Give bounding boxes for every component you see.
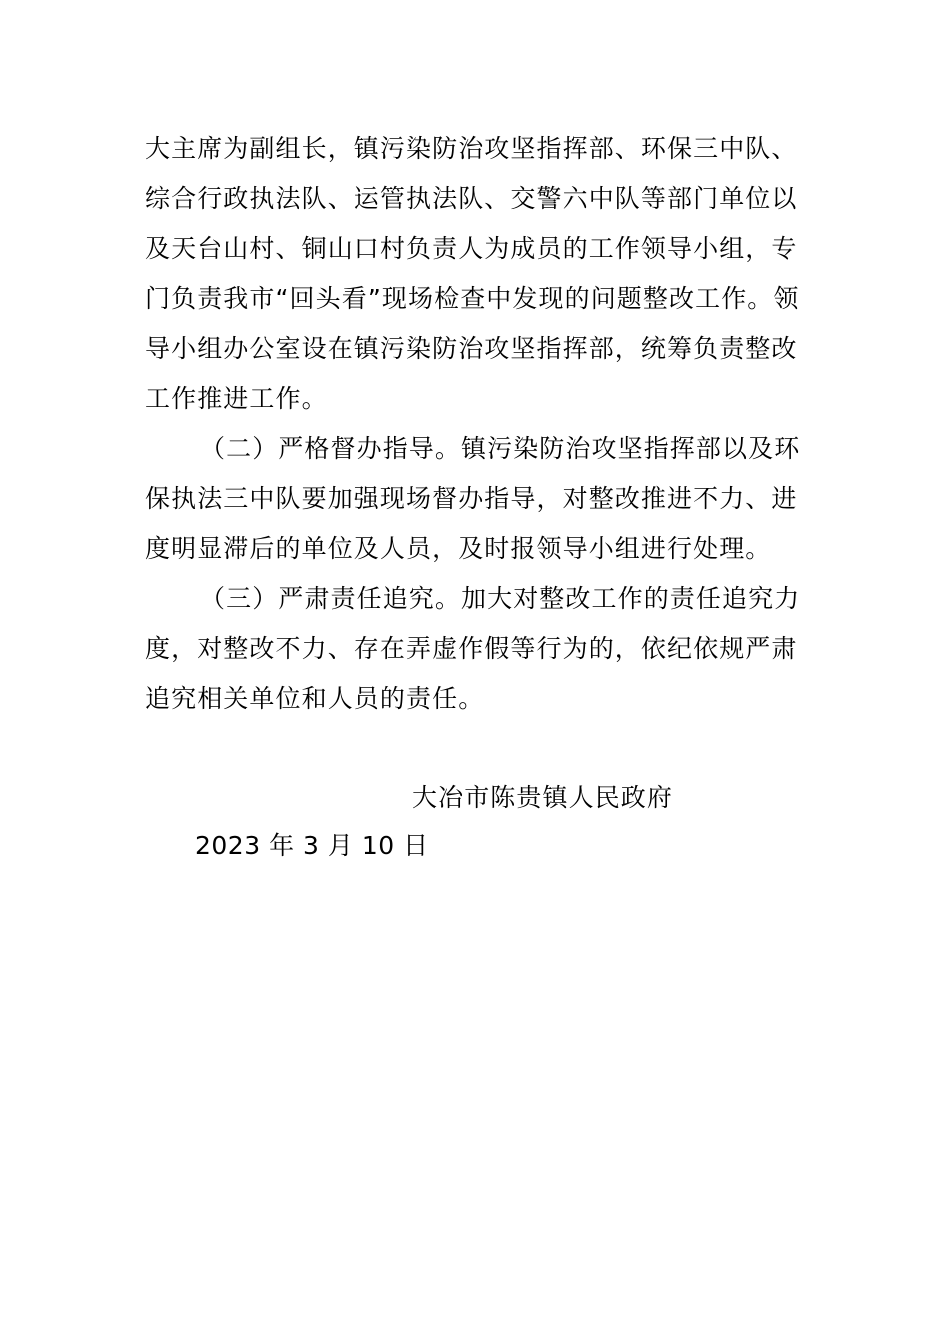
issuer-signature: 大冶市陈贵镇人民政府 bbox=[412, 783, 674, 812]
body-line: 度，对整改不力、存在弄虚作假等行为的，依纪依规严肃 bbox=[145, 634, 798, 663]
section-heading-line: （二）严格督办指导。镇污染防治攻坚指挥部以及环 bbox=[200, 434, 801, 463]
issue-date: 2023 年 3 月 10 日 bbox=[195, 831, 429, 860]
document-body bbox=[145, 124, 808, 724]
body-line: 追究相关单位和人员的责任。 bbox=[145, 684, 485, 713]
body-line: 保执法三中队要加强现场督办指导，对整改推进不力、进 bbox=[145, 484, 798, 513]
body-line: 门负责我市“回头看”现场检查中发现的问题整改工作。领 bbox=[145, 284, 800, 313]
body-line: 大主席为副组长，镇污染防治攻坚指挥部、环保三中队、 bbox=[145, 134, 798, 163]
body-line: 综合行政执法队、运管执法队、交警六中队等部门单位以 bbox=[145, 184, 798, 213]
body-line: 及天台山村、铜山口村负责人为成员的工作领导小组，专 bbox=[145, 234, 798, 263]
section-heading-line: （三）严肃责任追究。加大对整改工作的责任追究力 bbox=[200, 584, 801, 613]
body-line: 度明显滞后的单位及人员，及时报领导小组进行处理。 bbox=[145, 534, 772, 563]
body-line: 导小组办公室设在镇污染防治攻坚指挥部，统筹负责整改 bbox=[145, 334, 798, 363]
body-line: 工作推进工作。 bbox=[145, 384, 328, 413]
